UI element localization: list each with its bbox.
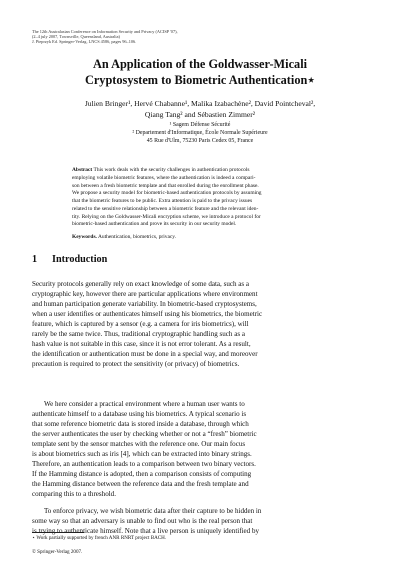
body-line: Security protocols generally rely on exact knowledge of some data, such as a: [32, 280, 250, 288]
conference-line: The 12th Australasian Conference on Information Security and Privacy (ACISP '07),: [32, 29, 178, 34]
affiliation-line: 45 Rue d'Ulm, 75230 Paris Cedex 05, France: [146, 137, 254, 144]
affiliations: [60, 122, 340, 146]
conference-header: [32, 29, 332, 45]
abstract-line: related to the sensitive relationship between a biometric feature and the relevant iden-: [72, 205, 259, 212]
section-title: Introduction: [52, 254, 108, 265]
body-line: that some reference biometric data is stored inside a database, through which: [32, 420, 249, 428]
copyright-notice: © Springer-Verlag 2007.: [32, 549, 83, 555]
title-line: An Application of the Goldwasser-Micali: [92, 57, 308, 71]
body-line: rarely be the same twice. Thus, traditional cryptographic handling such as a: [32, 330, 245, 338]
abstract-line: biometric-based authentication and prove its security in our security model.: [72, 221, 237, 228]
body-line: authenticate himself to a database using his biometrics. A typical scenario is: [32, 410, 247, 418]
body-line: the server authenticates the user by checking whether or not a “fresh” biometric: [32, 430, 257, 438]
abstract-line: that the biometric features to be public. Extra attention is paid to the privacy issues: [72, 198, 253, 204]
body-line: some way so that an adversary is unable to find out who is the real person that: [32, 517, 253, 525]
body-line: feature, which is captured by a sensor (e.g. a camera for iris biometrics), will: [32, 320, 249, 328]
body-line: Therefore, an authentication leads to a comparison between two binary vectors.: [32, 460, 256, 468]
abstract-label: Abstract: [72, 167, 93, 173]
author-line: Julien Bringer¹, Hervé Chabanne¹, Malika Izabachène², David Pointcheval²,: [84, 99, 316, 108]
body-line: is trying to authenticate himself. Note that a live person is uniquely identified by: [32, 527, 260, 535]
keywords-label: Keywords.: [72, 234, 97, 240]
body-line: when a user identifies or authenticates himself using his biometrics, the biometric: [32, 310, 263, 318]
footnote: ⋆ Work partially supported by french ANR RNRT project BACH.: [32, 535, 167, 541]
title-line: Cryptosystem to Biometric Authentication⋆: [84, 73, 316, 87]
section-number: 1: [32, 254, 38, 265]
affiliation-line: ¹ Sagem Défense Sécurité: [169, 122, 231, 128]
abstract-line: tity. Relying on the Goldwasser-Micali encryption scheme, we introduce a protocol for: [72, 213, 261, 220]
author-list: [30, 98, 370, 120]
abstract-text: This work deals with the security challenges in authentication protocols: [93, 167, 250, 173]
abstract: [72, 167, 328, 229]
body-line: hash value is not suitable in this case, since it is not error tolerant. As a result,: [32, 340, 251, 348]
keywords: [72, 234, 328, 242]
body-line: the identification or authentication must be done in a special way, and moreover: [32, 350, 258, 358]
section-heading: [32, 254, 107, 266]
body-line: precaution is required to protect the sensitivity (or privacy) of biometrics.: [32, 360, 240, 368]
body-line: cryptographic key, however there are particular applications where environment: [32, 290, 258, 298]
body-line: We here consider a practical environment where a human user wants to: [44, 400, 245, 408]
abstract-line: [72, 167, 328, 175]
conference-line: (2–4 july 2007, Townsville, Queensland, Australia): [32, 34, 120, 40]
body-line: If the Hamming distance is adopted, then a comparison consists of computing: [32, 470, 252, 478]
abstract-line: employing volatile biometric features, where the authentication is indeed a compari-: [72, 174, 256, 181]
conference-line: J. Pieprzyk Ed. Springer-Verlag, LNCS 4586, pages 96–106.: [32, 39, 137, 45]
abstract-line: son between a fresh biometric template and that enrolled during the enrollment phase.: [72, 182, 259, 189]
body-line: is about biometrics such as iris [4], which can be extracted into binary strings.: [32, 450, 252, 458]
abstract-line: We propose a security model for biometric-based authentication protocols by assuming: [72, 190, 262, 197]
body-line: template sent by the sensor matches with the reference one. Our main focus: [32, 440, 246, 448]
body-line: the Hamming distance between the reference data and the fresh template and: [32, 480, 249, 488]
author-line: Qiang Tang² and Sébastien Zimmer²: [144, 110, 256, 119]
paragraph: [32, 399, 368, 499]
body-line: To enforce privacy, we wish biometric data after their capture to be hidden in: [44, 507, 262, 515]
paragraph: [32, 279, 368, 369]
paper-title: [40, 56, 360, 88]
body-line: and human participation generate variability. In biometric-based cryptosystems,: [32, 300, 257, 308]
body-line: comparing this to a threshold.: [32, 490, 116, 498]
affiliation-line: ² Departement d'Informatique, École Normale Supérieure: [132, 129, 268, 136]
footnote-rule: [32, 532, 84, 533]
keywords-text: Authentication, biometrics, privacy.: [97, 234, 176, 240]
